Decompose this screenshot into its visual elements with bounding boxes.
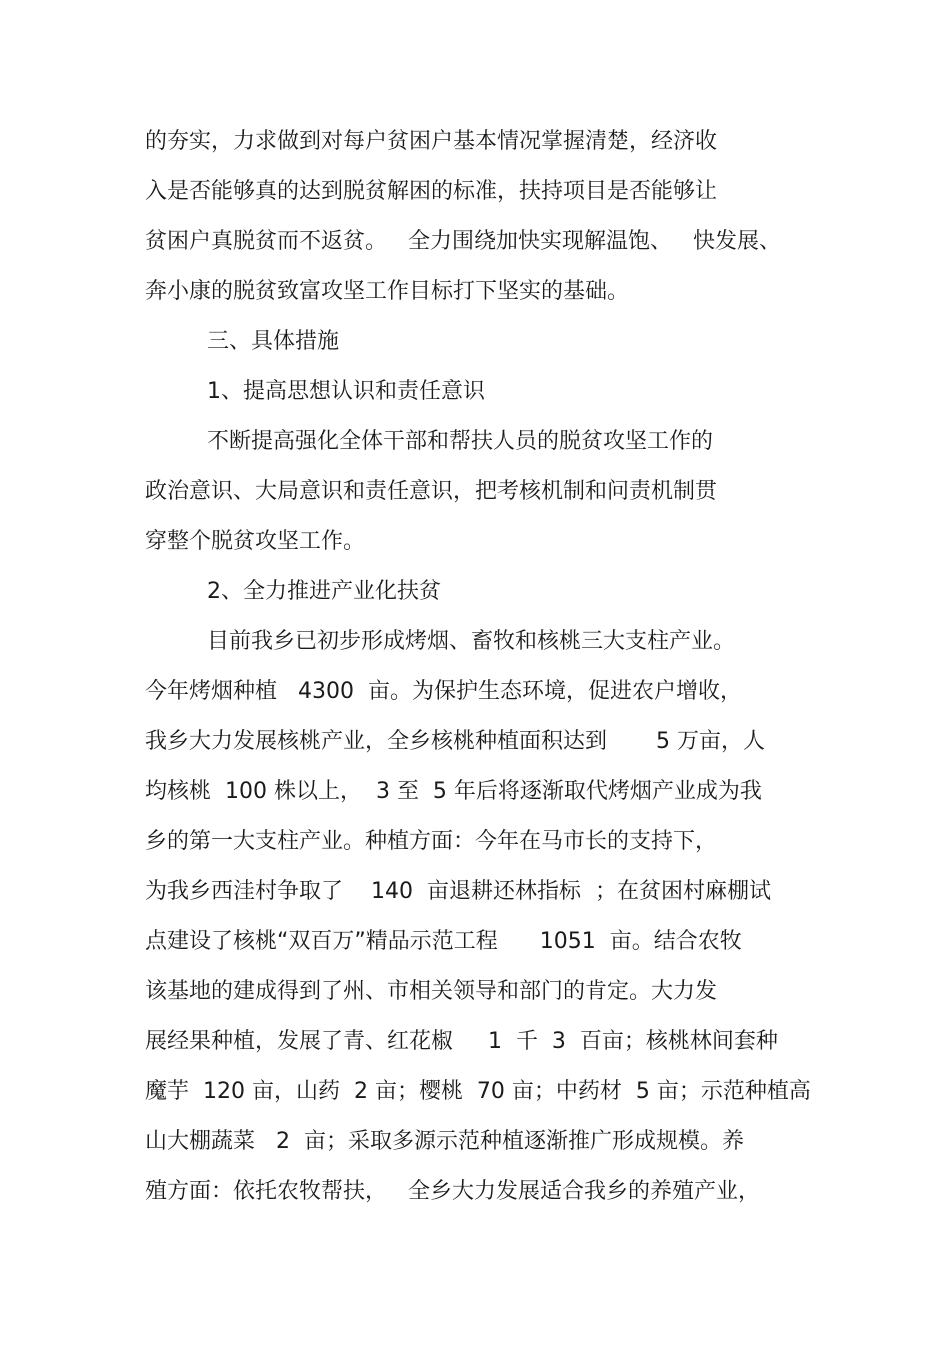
paragraph-line: 殖方面：依托农牧帮扶， 全乡大力发展适合我乡的养殖产业， <box>145 1179 760 1204</box>
paragraph-line: 山大棚蔬菜 2 亩；采取多源示范种植逐渐推广形成规模。养 <box>145 1129 744 1154</box>
paragraph-line: 该基地的建成得到了州、市相关领导和部门的肯定。大力发 <box>145 979 718 1004</box>
subsection-heading: 2、全力推进产业化扶贫 <box>207 579 441 604</box>
section-heading: 三、具体措施 <box>207 329 340 354</box>
paragraph-line: 政治意识、大局意识和责任意识，把考核机制和问责机制贯 <box>145 479 718 504</box>
paragraph-line: 为我乡西洼村争取了 140 亩退耕还林指标 ；在贫困村麻棚试 <box>145 879 771 904</box>
paragraph-line: 贫困户真脱贫而不返贫。 全力围绕加快实现解温饱、 快发展、 <box>145 229 781 254</box>
paragraph-line: 入是否能够真的达到脱贫解困的标准，扶持项目是否能够让 <box>145 179 718 204</box>
paragraph-line: 穿整个脱贫攻坚工作。 <box>145 529 366 554</box>
paragraph-line: 我乡大力发展核桃产业，全乡核桃种植面积达到 5 万亩，人 <box>145 729 765 754</box>
paragraph-line: 不断提高强化全体干部和帮扶人员的脱贫攻坚工作的 <box>207 429 714 454</box>
paragraph-line: 魔芋 120 亩，山药 2 亩；樱桃 70 亩；中药材 5 亩；示范种植高 <box>145 1079 811 1104</box>
paragraph-line: 点建设了核桃“双百万”精品示范工程 1051 亩。结合农牧 <box>145 929 742 954</box>
paragraph-line: 均核桃 100 株以上， 3 至 5 年后将逐渐取代烤烟产业成为我 <box>145 779 762 804</box>
paragraph-line: 目前我乡已初步形成烤烟、畜牧和核桃三大支柱产业。 <box>207 629 736 654</box>
paragraph-line: 的夯实，力求做到对每户贫困户基本情况掌握清楚，经济收 <box>145 129 718 154</box>
paragraph-line: 奔小康的脱贫致富攻坚工作目标打下坚实的基础。 <box>145 279 630 304</box>
paragraph-line: 今年烤烟种植 4300 亩。为保护生态环境，促进农户增收， <box>145 679 742 704</box>
paragraph-line: 乡的第一大支柱产业。种植方面：今年在马市长的支持下， <box>145 829 718 854</box>
paragraph-line: 展经果种植，发展了青、红花椒 1 千 3 百亩；核桃林间套种 <box>145 1029 778 1054</box>
subsection-heading: 1、提高思想认识和责任意识 <box>207 379 485 404</box>
